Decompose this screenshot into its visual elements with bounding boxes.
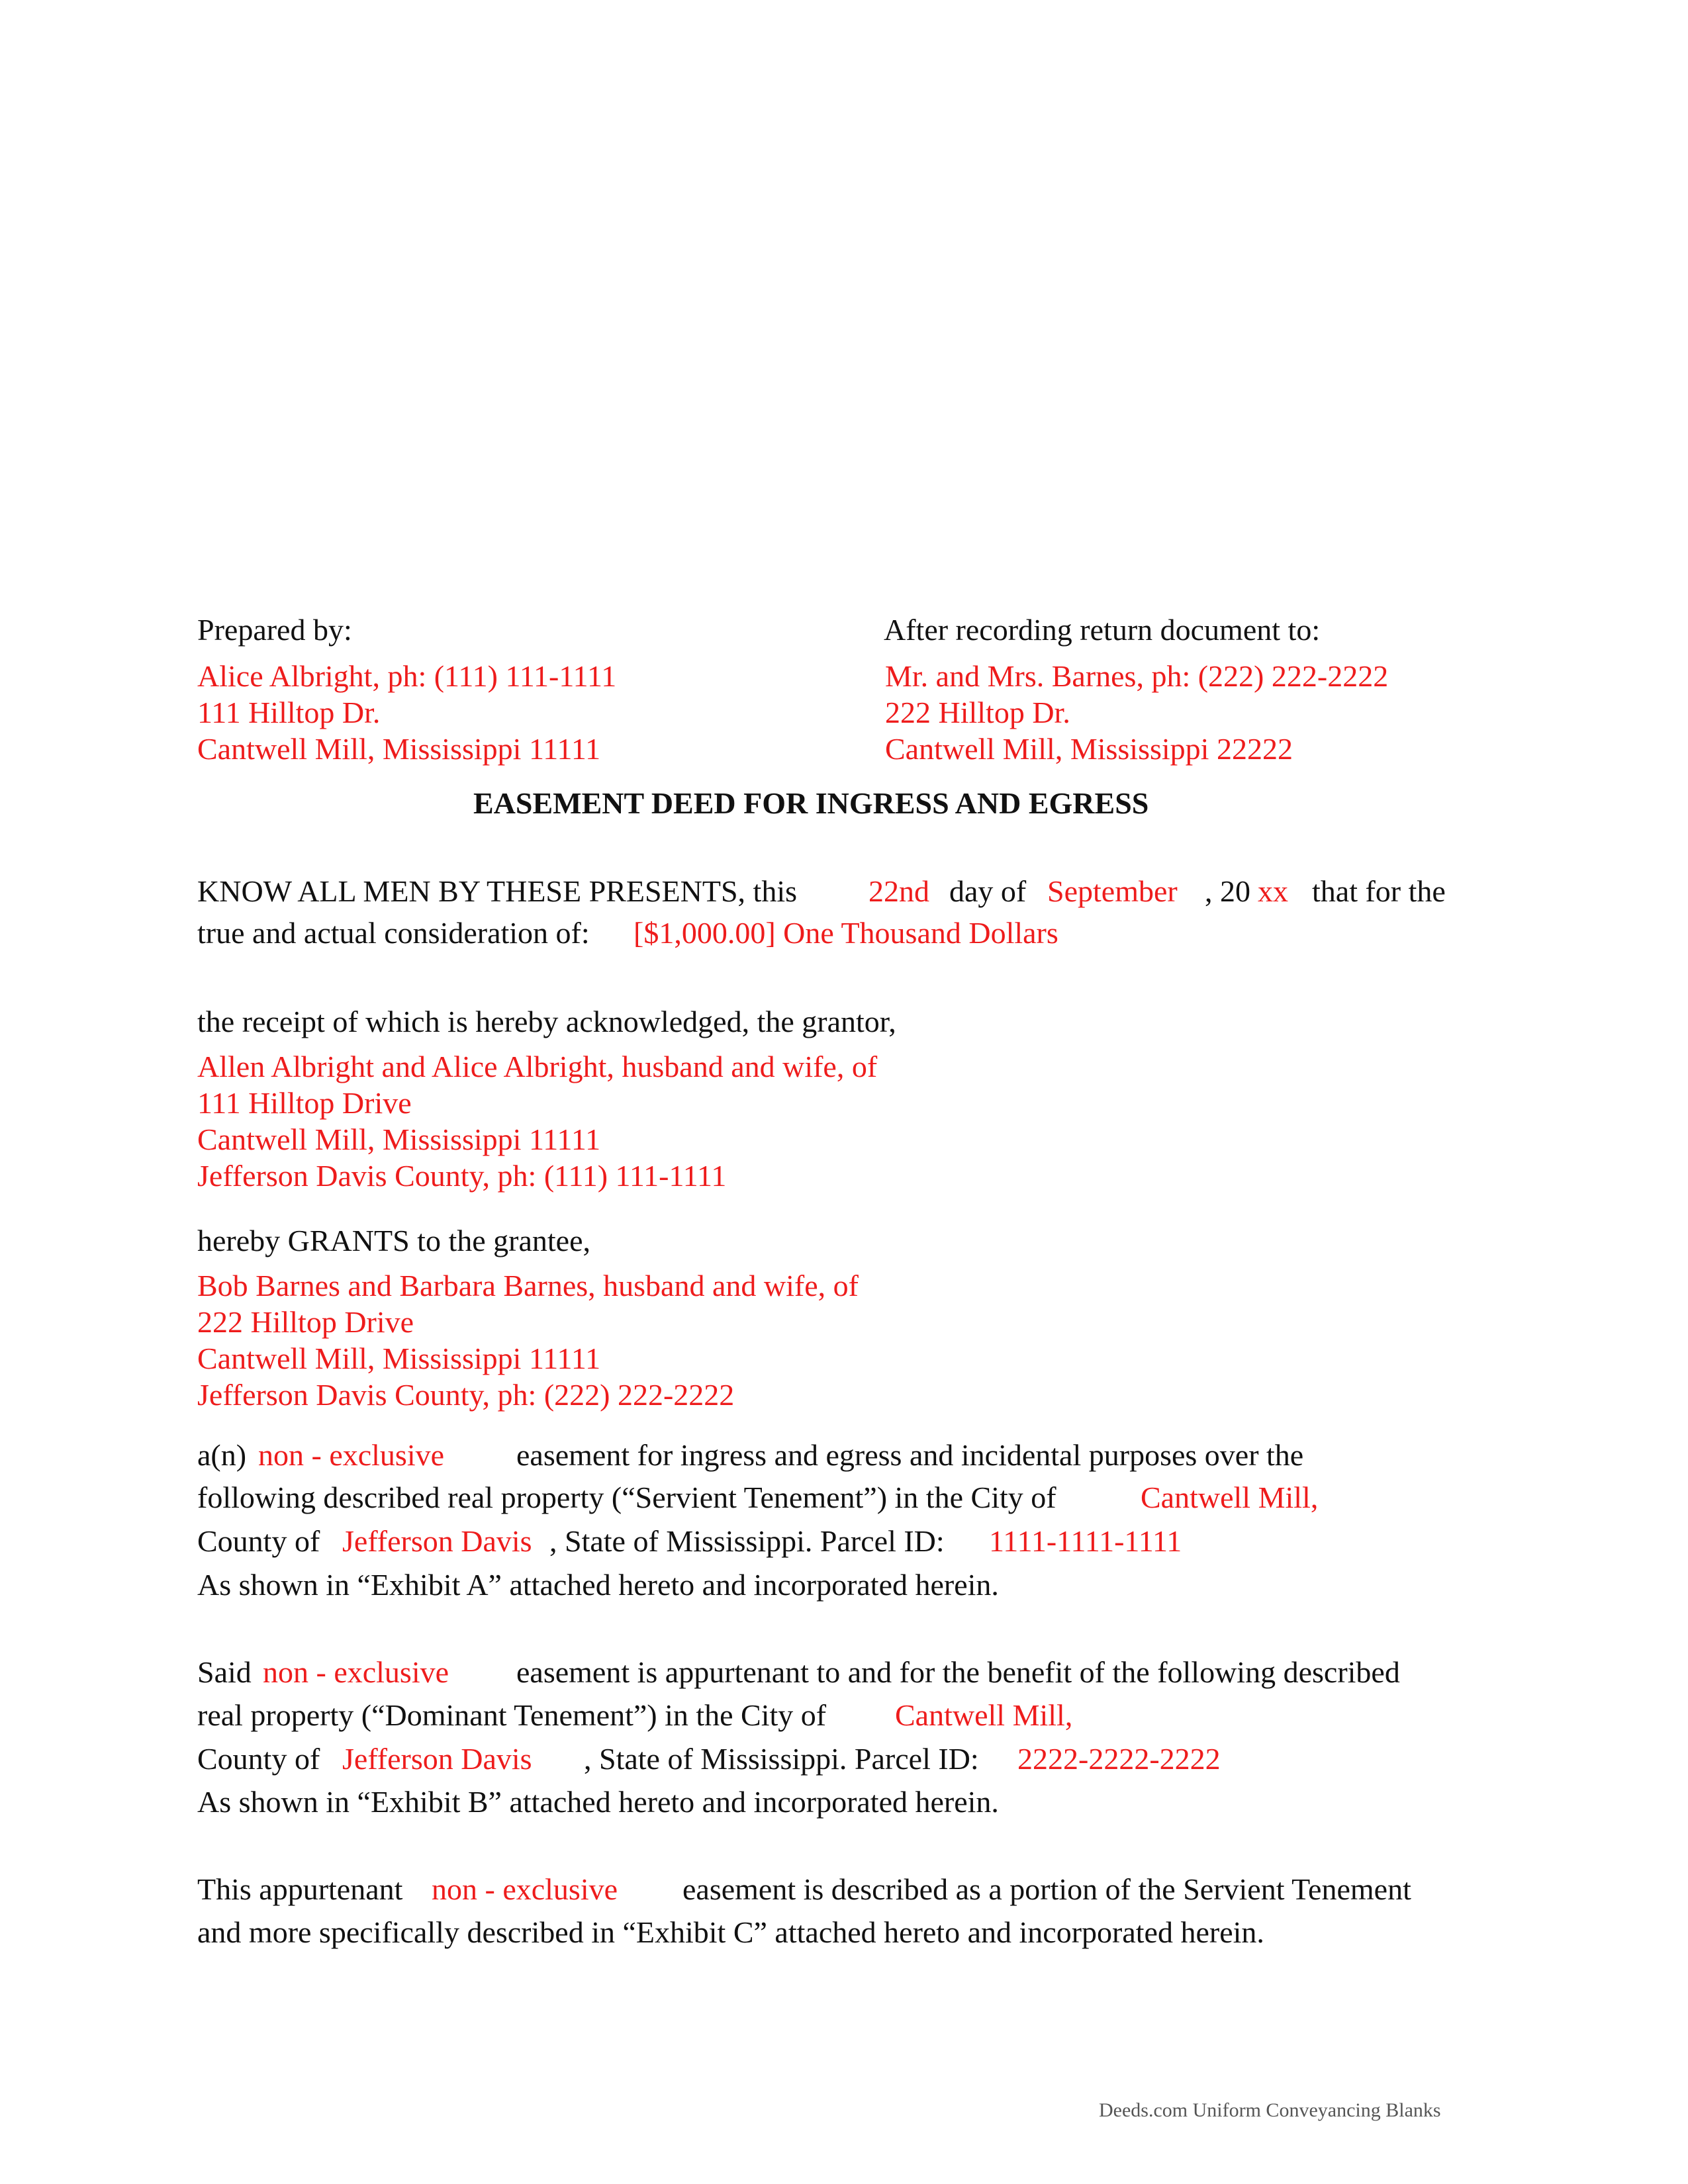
grantor-city-state-zip: Cantwell Mill, Mississippi 11111 [197, 1122, 601, 1156]
grantee-city-state-zip: Cantwell Mill, Mississippi 11111 [197, 1342, 601, 1375]
appurtenant-text-2: and more specifically described in “Exhibit C” attached hereto and incorporated herein. [197, 1915, 1264, 1949]
prepared-by-label: Prepared by: [197, 613, 352, 647]
consideration-field: [$1,000.00] One Thousand Dollars [633, 916, 1058, 950]
dominant-parcel-id: 2222-2222-2222 [1017, 1742, 1221, 1776]
dominant-state-text: , State of Mississippi. Parcel ID: [584, 1742, 979, 1776]
dominant-exhibit: As shown in “Exhibit B” attached hereto and incorporated herein. [197, 1785, 999, 1819]
grantee-names: Bob Barnes and Barbara Barnes, husband and wife, of [197, 1269, 859, 1302]
return-city-state-zip: Cantwell Mill, Mississippi 22222 [885, 732, 1293, 766]
footer-credit: Deeds.com Uniform Conveyancing Blanks [1099, 2099, 1441, 2121]
grantor-intro: the receipt of which is hereby acknowledged, the grantor, [197, 1005, 896, 1038]
servient-state-text: , State of Mississippi. Parcel ID: [549, 1524, 945, 1558]
intro-text-1: KNOW ALL MEN BY THESE PRESENTS, this [197, 874, 798, 908]
return-street: 222 Hilltop Dr. [885, 696, 1070, 729]
dominant-text-2: real property (“Dominant Tenement”) in the City of [197, 1698, 827, 1732]
year-field: xx [1258, 874, 1288, 908]
grantee-intro: hereby GRANTS to the grantee, [197, 1224, 591, 1257]
servient-exhibit: As shown in “Exhibit A” attached hereto and incorporated herein. [197, 1568, 999, 1602]
dominant-city: Cantwell Mill, [895, 1698, 1073, 1732]
dominant-prefix: Said [197, 1655, 252, 1689]
intro-text-4: that for the [1312, 874, 1446, 908]
preparer-street: 111 Hilltop Dr. [197, 696, 381, 729]
servient-text-2: following described real property (“Servient Tenement”) in the City of [197, 1480, 1056, 1514]
servient-county-label: County of [197, 1524, 320, 1558]
servient-prefix: a(n) [197, 1438, 247, 1472]
month-field: September [1047, 874, 1178, 908]
servient-city: Cantwell Mill, [1141, 1480, 1319, 1514]
servient-easement-type: non - exclusive [258, 1438, 445, 1472]
servient-text-1: easement for ingress and egress and incidental purposes over the [516, 1438, 1304, 1472]
document-title: EASEMENT DEED FOR INGRESS AND EGRESS [473, 786, 1149, 820]
return-to-label: After recording return document to: [884, 613, 1321, 647]
servient-parcel-id: 1111-1111-1111 [989, 1524, 1182, 1558]
intro-text-2: day of [949, 874, 1027, 908]
grantee-county-phone: Jefferson Davis County, ph: (222) 222-2222 [197, 1378, 735, 1412]
grantee-street: 222 Hilltop Drive [197, 1305, 414, 1339]
intro-text-5: true and actual consideration of: [197, 916, 590, 950]
dominant-easement-type: non - exclusive [263, 1655, 449, 1689]
dominant-county-label: County of [197, 1742, 320, 1776]
return-name-phone: Mr. and Mrs. Barnes, ph: (222) 222-2222 [885, 659, 1389, 693]
appurtenant-prefix: This appurtenant [197, 1872, 403, 1906]
preparer-city-state-zip: Cantwell Mill, Mississippi 11111 [197, 732, 601, 766]
day-field: 22nd [868, 874, 929, 908]
dominant-county: Jefferson Davis [342, 1742, 532, 1776]
grantor-county-phone: Jefferson Davis County, ph: (111) 111-1111 [197, 1159, 727, 1193]
dominant-text-1: easement is appurtenant to and for the benefit of the following described [516, 1655, 1400, 1689]
intro-text-3: , 20 [1205, 874, 1250, 908]
servient-county: Jefferson Davis [342, 1524, 532, 1558]
appurtenant-text-1: easement is described as a portion of the Servient Tenement [682, 1872, 1411, 1906]
grantor-street: 111 Hilltop Drive [197, 1086, 412, 1120]
grantor-names: Allen Albright and Alice Albright, husband and wife, of [197, 1050, 878, 1083]
preparer-name-phone: Alice Albright, ph: (111) 111-1111 [197, 659, 617, 693]
appurtenant-easement-type: non - exclusive [432, 1872, 618, 1906]
